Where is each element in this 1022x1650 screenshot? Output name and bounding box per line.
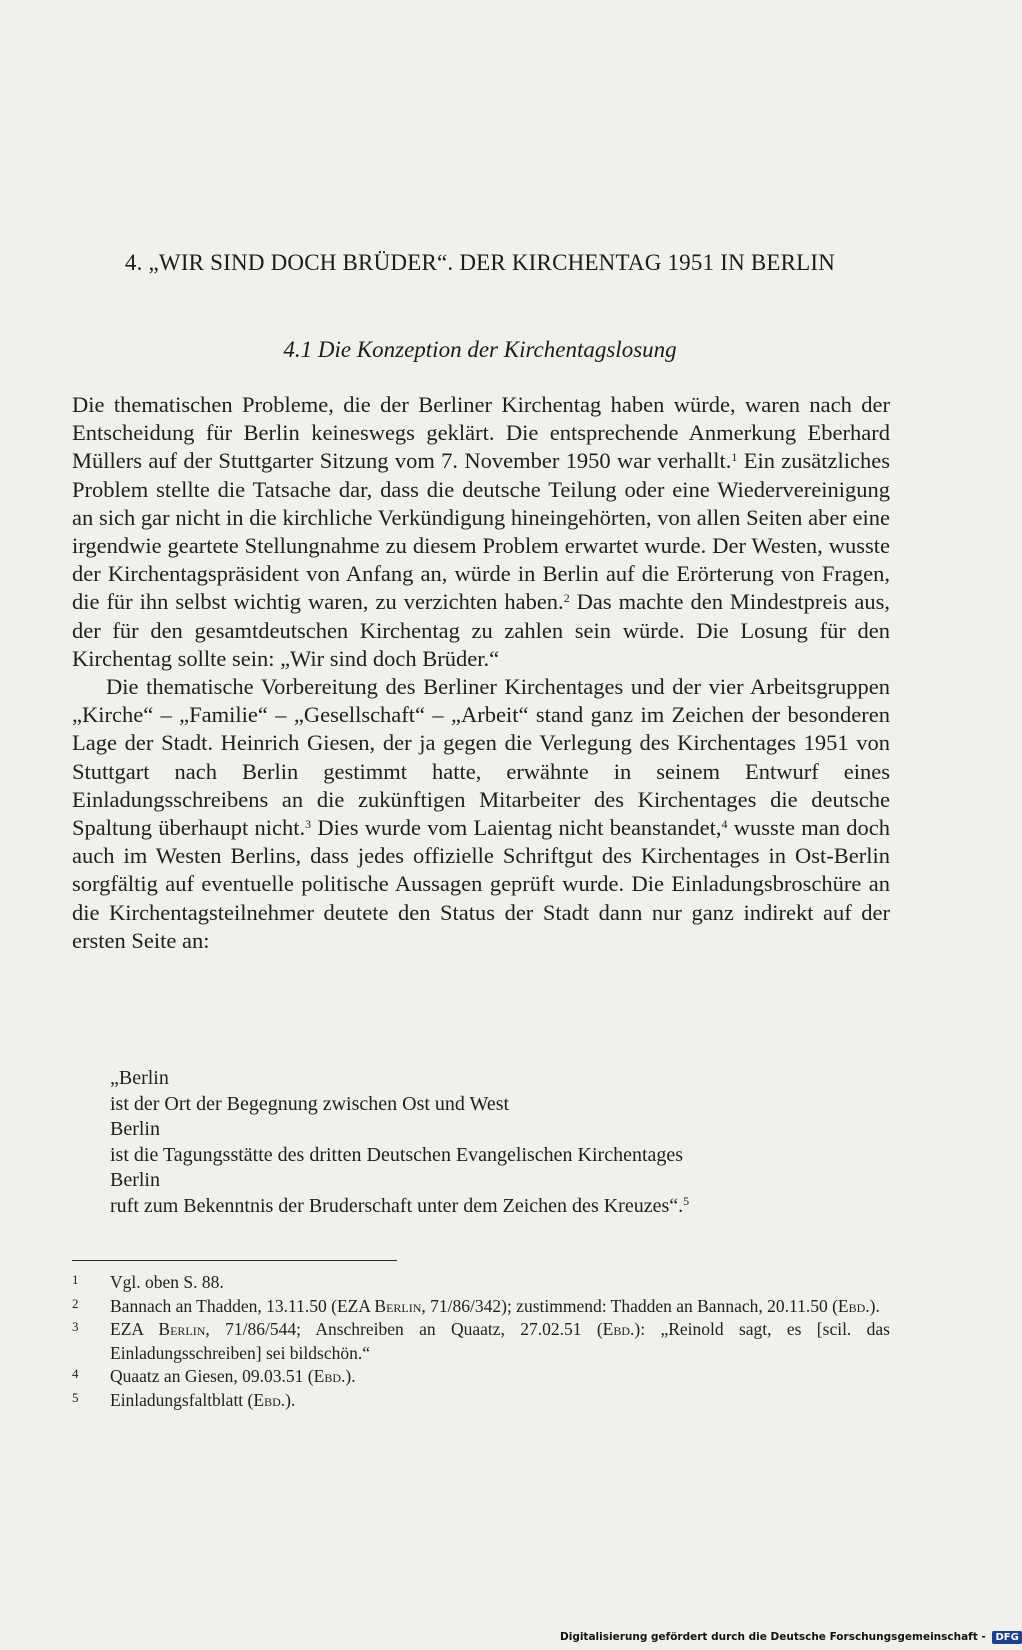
quote-last-text: ruft zum Bekenntnis der Bruderschaft unter dem Zeichen des Kreuzes“. — [110, 1194, 684, 1217]
footnote-smallcaps: Ebd. — [253, 1389, 286, 1410]
paragraph-2-part-3: wusste man doch auch im Westen Berlins, dass jedes offizielle Schriftgut des Kirchentages in Ost-Berlin sorgfältig auf eventuelle politische Aussagen geprüft wurde. Die Einladungsbroschüre an die Kirchentagsteilnehmer deutete den Status der Stadt dann nur ganz indirekt auf der ersten Seite an: — [72, 815, 890, 953]
dfg-logo: DFG — [992, 1631, 1021, 1644]
digitization-note: Digitalisierung gefördert durch die Deutsche Forschungsgemeinschaft - — [560, 1631, 986, 1643]
footnote-5 — [72, 1389, 890, 1413]
section-heading: 4.1 Die Konzeption der Kirchentagslosung — [283, 337, 677, 362]
footnote-smallcaps: Ebd. — [313, 1366, 346, 1386]
footnote-number: 1 — [72, 1272, 79, 1287]
footnote-ref-2: 2 — [563, 591, 570, 606]
footnote-text: , 71/86/342); zustimmend: Thadden an Bannach, 20.11.50 ( — [421, 1295, 838, 1316]
footnote-smallcaps: Berlin — [374, 1295, 422, 1316]
footnote-ref-1: 1 — [731, 450, 738, 465]
footnote-text: EZA — [110, 1319, 159, 1339]
footnote-number: 2 — [72, 1295, 79, 1311]
paragraph-1-part-3: Das machte den Mindestpreis aus, der für den gesamtdeutschen Kirchentag zu zahlen sein würde. Die Losung für den Kirchentag sollte sein: „Wir sind doch Brüder.“ — [72, 589, 890, 671]
footnote-text: Einladungsfaltblatt ( — [110, 1389, 254, 1410]
footnotes — [72, 1271, 890, 1412]
footnote-smallcaps: Ebd. — [602, 1319, 635, 1339]
quote-line: ist der Ort der Begegnung zwischen Ost und West — [110, 1092, 510, 1115]
digitization-credit — [560, 1631, 1019, 1650]
quote-line-last — [110, 1194, 870, 1220]
quote-line: ist die Tagungsstätte des dritten Deutschen Evangelischen Kirchentages — [110, 1143, 684, 1166]
paragraph-2-part-2: Dies wurde vom Laientag nicht beanstandet, — [311, 815, 722, 841]
footnote-number: 3 — [72, 1319, 79, 1334]
paragraph-2 — [72, 673, 890, 955]
paragraph-1-part-1: Die thematischen Probleme, die der Berliner Kirchentag haben würde, waren nach der Entscheidung für Berlin keineswegs geklärt. Die entsprechende Anmerkung Eberhard Müllers auf der Stuttgarter Sitzung vom 7. November 1950 war verhallt. — [72, 392, 890, 474]
quote-line: Berlin — [110, 1169, 160, 1191]
footnote-4 — [72, 1365, 890, 1389]
paragraph-1 — [72, 391, 890, 673]
footnote-ref-4: 4 — [721, 817, 728, 832]
quote-line: „Berlin — [110, 1067, 169, 1089]
footnote-text: Vgl. oben S. 88. — [110, 1272, 224, 1292]
block-quote — [110, 1066, 870, 1219]
body-text — [72, 391, 890, 955]
footnote-text: ). — [285, 1389, 296, 1410]
footnote-smallcaps: Ebd. — [837, 1295, 870, 1316]
chapter-heading: 4. „WIR SIND DOCH BRÜDER“. DER KIRCHENTAG 1951 IN BERLIN — [124, 250, 836, 275]
footnote-3 — [72, 1318, 890, 1365]
footnote-divider — [72, 1260, 397, 1261]
footnote-2 — [72, 1295, 890, 1319]
footnote-ref-3: 3 — [305, 817, 312, 832]
quote-line: Berlin — [110, 1118, 160, 1140]
footnote-1 — [72, 1271, 890, 1295]
footnote-smallcaps: Berlin — [158, 1319, 206, 1339]
footnote-number: 4 — [72, 1366, 79, 1381]
footnote-text: ). — [345, 1366, 356, 1386]
paragraph-1-part-2: Ein zusätzliches Problem stellte die Tatsache dar, dass die deutsche Teilung oder eine Wiedervereinigung an sich gar nicht in die kirchliche Verkündigung hineingehörten, von allen Seiten aber eine irgendwie geartete Stellungnahme zu diesem Problem erwartet wurde. Der Westen, wusste der Kirchentagspräsident von Anfang an, würde in Berlin auf die Erörterung von Fragen, die für ihn selbst wichtig waren, zu verzichten haben. — [72, 448, 890, 615]
footnote-text: , 71/86/544; Anschreiben an Quaatz, 27.02.51 ( — [205, 1319, 603, 1339]
footnote-text: ). — [869, 1295, 880, 1316]
footnote-text: Quaatz an Giesen, 09.03.51 ( — [110, 1366, 314, 1386]
footnote-text: Bannach an Thadden, 13.11.50 (EZA — [110, 1295, 375, 1316]
footnote-text: ): „Reinold sagt, es [scil. das Einladungsschreiben] sei bildschön.“ — [110, 1319, 890, 1363]
footnote-number: 5 — [72, 1389, 79, 1405]
footnote-ref-5: 5 — [683, 1193, 690, 1208]
paragraph-2-part-1: Die thematische Vorbereitung des Berliner Kirchentages und der vier Arbeitsgruppen „Kirche“ – „Familie“ – „Gesellschaft“ – „Arbeit“ stand ganz im Zeichen der besonderen Lage der Stadt. Heinrich Giesen, der ja gegen die Verlegung des Kirchentages 1951 von Stuttgart nach Berlin gestimmt hatte, erwähnte in seinem Entwurf eines Einladungsschreibens an die zukünftigen Mitarbeiter des Kirchentages die deutsche Spaltung überhaupt nicht. — [72, 674, 890, 841]
